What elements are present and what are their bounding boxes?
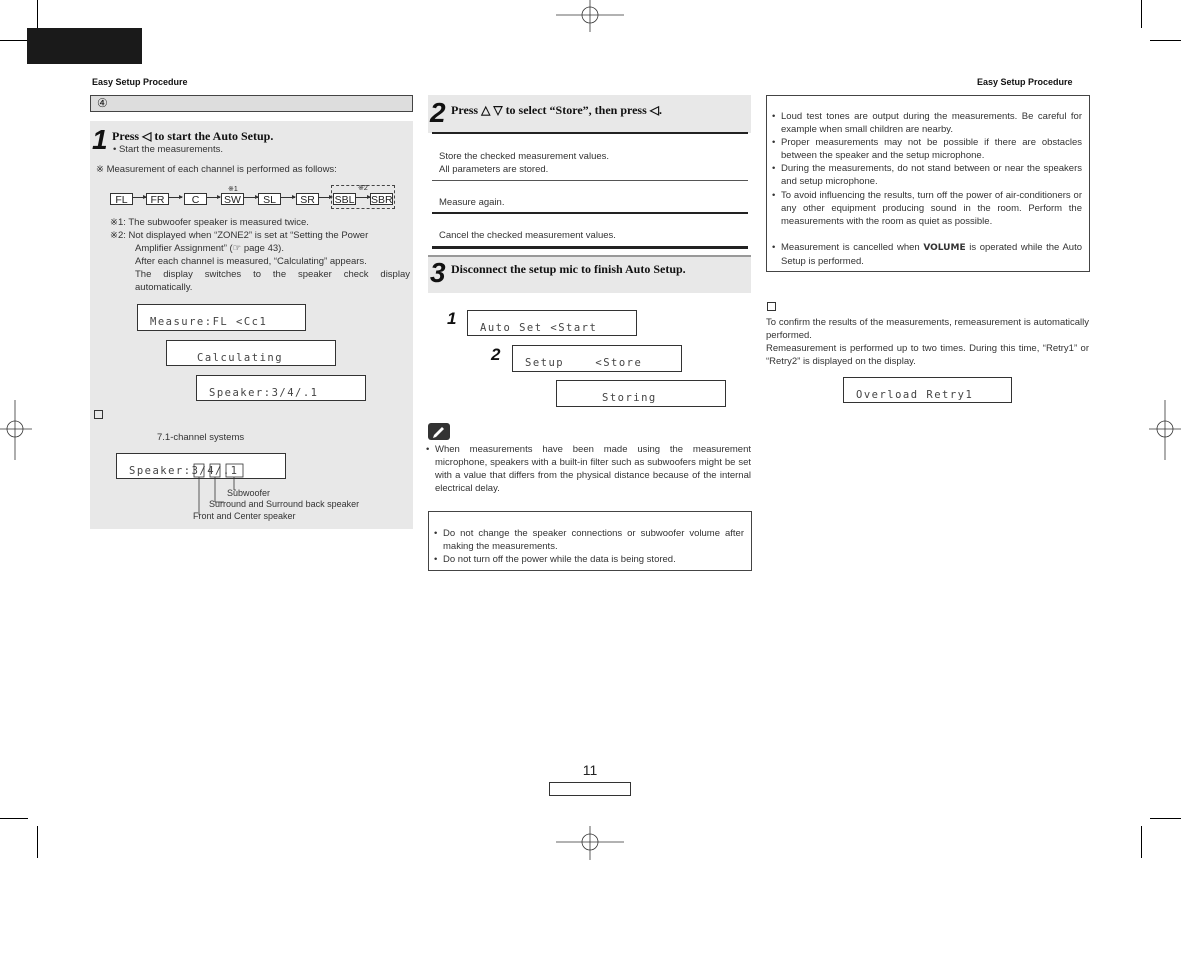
crop-mark — [1141, 826, 1142, 858]
sequence-arrow — [244, 197, 258, 198]
caution-item: • During the measurements, do not stand between or near the speakers and setup microphone. — [772, 163, 1082, 187]
store-option-2: Measure again. — [439, 197, 505, 208]
pencil-icon — [428, 423, 450, 440]
crop-mark — [37, 0, 38, 28]
step-header-box — [90, 95, 413, 112]
language-tab-bar — [27, 28, 142, 64]
table-row-divider — [432, 180, 748, 181]
section-title-left: Easy Setup Procedure — [92, 77, 188, 87]
store-option-3: Cancel the checked measurement values. — [439, 230, 616, 241]
crop-mark — [37, 826, 38, 858]
table-row-divider — [432, 212, 748, 214]
speaker-box-sbr: SBR — [371, 194, 393, 206]
lcd-speaker-config-display: Speaker:3/4/.1 — [116, 453, 286, 479]
step3-number: 3 — [430, 257, 446, 288]
measurement-note: ※ Measurement of each channel is performed as follows: — [96, 164, 337, 175]
sequence-arrow — [281, 197, 295, 198]
caution-item: • Measurement is cancelled when VOLUME is operated while the Auto Setup is performed. — [772, 242, 1082, 267]
caution-item: • Loud test tones are output during the measurements. Be careful for example when small children are nearby. — [772, 111, 1082, 135]
step2-title: Press △ ▽ to select “Store”, then press ◁. — [451, 103, 662, 117]
step-box-label: ④ — [97, 96, 108, 110]
caution-item: • Do not turn off the power while the data is being stored. — [434, 554, 676, 565]
speaker-box-sw: SW — [221, 193, 244, 205]
caution-item: • To avoid influencing the results, turn off the power of air-conditioners or any other equipment producing sound in the room. Perform the measurements with the room as quiet as possible. — [772, 190, 1082, 227]
note-text: • When measurements have been made using the measurement microphone, speakers with a built-in filter such as subwoofers might be set with a value that differs from the physical distance because of the internal electrical delay. — [426, 444, 751, 494]
registration-mark-bottom — [556, 826, 624, 860]
lcd-measure-display: Measure:FL <Cc1 — [137, 304, 306, 331]
note-line-2: ※2: Not displayed when “ZONE2” is set at “Setting the Power — [110, 230, 369, 241]
callout-surround: Surround and Surround back speaker — [209, 499, 360, 509]
crop-mark — [0, 40, 28, 41]
lcd-overload-retry: Overload Retry1 — [843, 377, 1012, 403]
sequence-arrow — [133, 197, 146, 198]
sequence-arrow — [169, 197, 182, 198]
note-line-5: The display switches to the speaker check display — [135, 269, 410, 280]
checkbox-icon — [94, 410, 103, 419]
remeasure-text-2: Remeasurement is performed up to two times. During this time, “Retry1” or “Retry2” is displayed on the display. — [766, 343, 1089, 367]
step1-bullet: • Start the measurements. — [113, 144, 223, 155]
speaker-box-sl: SL — [258, 193, 281, 205]
store-option-1: Store the checked measurement values. All parameters are stored. — [439, 151, 610, 175]
note-line-6: automatically. — [135, 282, 193, 293]
speaker-box-fr: FR — [146, 193, 169, 205]
crop-mark — [0, 818, 28, 819]
remeasure-text-1: To confirm the results of the measurements, remeasurement is automatically performed. — [766, 317, 1089, 341]
sb-note-mark: ※2 — [358, 185, 368, 192]
lcd-storing: Storing — [556, 380, 726, 407]
speaker-box-sbl: SBL — [334, 194, 355, 206]
registration-mark-top — [556, 0, 624, 32]
crop-mark — [1150, 40, 1181, 41]
page-number: 11 — [582, 762, 598, 778]
callout-front-center: Front and Center speaker — [193, 511, 296, 521]
lcd-auto-set-start: Auto Set <Start — [467, 310, 637, 336]
registration-mark-right — [1149, 400, 1181, 460]
checkbox-icon — [767, 302, 776, 311]
speaker-box-fl: FL — [110, 193, 133, 205]
lcd-setup-store: Setup <Store — [512, 345, 682, 372]
crop-mark — [1141, 0, 1142, 28]
lcd-speaker-display: Speaker:3/4/.1 — [196, 375, 366, 401]
caution-item: • Do not change the speaker connections or subwoofer volume after making the measurements. — [434, 528, 744, 552]
step1-number: 1 — [92, 124, 108, 155]
callout-subwoofer: Subwoofer — [227, 488, 271, 498]
step1-title: Press ◁ to start the Auto Setup. — [112, 129, 274, 143]
volume-label: VOLUME — [923, 243, 966, 253]
registration-mark-left — [0, 400, 32, 460]
table-top-rule — [432, 132, 748, 134]
page-number-box — [549, 782, 631, 796]
caution-item: • Proper measurements may not be possible if there are obstacles between the speaker and the setup microphone. — [772, 137, 1082, 161]
sequence-label-2: 2 — [491, 345, 501, 364]
section-title-right: Easy Setup Procedure — [977, 77, 1073, 87]
step3-title: Disconnect the setup mic to finish Auto Setup. — [451, 262, 686, 276]
crop-mark — [1150, 818, 1181, 819]
channel-system-caption: 7.1-channel systems — [157, 432, 245, 443]
sw-note-mark: ※1 — [228, 186, 238, 193]
note-line-1: ※1: The subwoofer speaker is measured twice. — [110, 217, 309, 228]
table-bottom-rule — [432, 246, 748, 249]
sequence-label-1: 1 — [447, 309, 457, 328]
speaker-box-c: C — [184, 193, 207, 205]
step2-number: 2 — [430, 97, 446, 128]
speaker-box-sr: SR — [296, 193, 319, 205]
sequence-arrow — [207, 197, 220, 198]
note-line-3: Amplifier Assignment” (☞ page 43). — [135, 243, 284, 254]
sequence-arrow — [356, 197, 370, 198]
note-line-4: After each channel is measured, “Calculating” appears. — [135, 256, 367, 267]
lcd-calculating-display: Calculating — [166, 340, 336, 366]
